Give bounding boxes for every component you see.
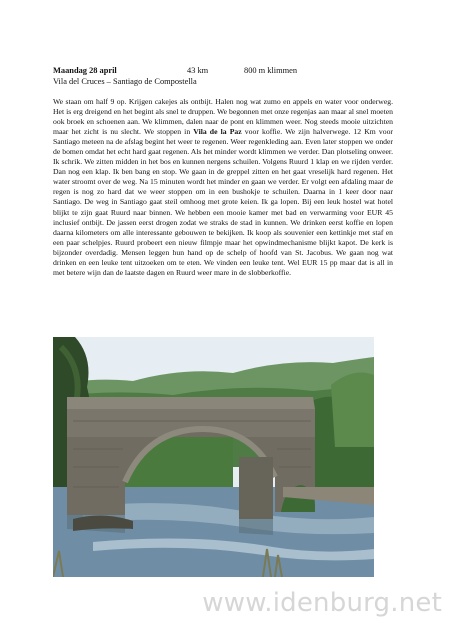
entry-body (53, 97, 393, 278)
body-part-2: voor koffie. We zijn halverwege. 12 Km voor Santiago meteen na de afslag begint het weer te regenen. Weer regenkleding aan. Even later stoppen we onder de bomen omdat het echt hard gaat regenen. Als het minder wordt klimmen we verder. Dan plotseling onweer. Ik schrik. We zitten midden in het bos en kunnen nergens schuilen. Volgens Ruurd 1 klap en we rijden verder. Dan nog een klap. Ik ben bang en stop. We gaan in de greppel zitten en het gaat vreselijk hard regenen. Het water stroomt over de weg. Na 15 minuten wordt het minder en gaan we verder. Er volgt een afdaling maar de regen is nog zo hard dat we weer stoppen om in een bushokje te schuilen. Daarna in 1 keer door naar Santiago. De weg in Santiago gaat steil omhoog met grote keien. Ik ga lopen. Bij een leuk hostel wat hotel blijkt te zijn gaat Ruurd naar binnen. We hebben een mooie kamer met bad en verwarming voor EUR 45 inclusief ontbijt. De jassen eerst drogen zodat we straks de stad in kunnen. We drinken eerst koffie en lopen daarna kilometers om alle interessante gebouwen te bekijken. Ik koop als souvenier een kettinkje met staf en een paar schelpjes. Ruurd probeert een nieuw filmpje maar het opwindmechanisme blijkt kapot. De kerk is bijzonder overdadig. Mensen leggen hun hand op de schelp of hoofd van St. Jacobus. We gaan nog wat drinken en een leuke tent uitzoeken om te eten. We vinden een leuke tent. Wel EUR 15 pp maar dat is all in met betere wijn dan de laatste dagen en Ruurd weer mare in de slobberkoffie. (53, 127, 393, 277)
entry-climb: 800 m klimmen (244, 66, 298, 75)
body-part-1: We staan om half 9 op. Krijgen cakejes als ontbijt. Halen nog wat zumo en appels en water voor onderweg. Het is erg dreigend en het begint als snel te druppen. We begonnen met onze regenjas aan maar al snel moeten ook broek en schoenen aan. We klimmen, dalen naar de pont en klimmen weer. Nog steeds mooie uitzichten maar het zicht is nu slecht. We stoppen in (53, 97, 393, 137)
entry-header-row (53, 65, 403, 76)
bridge-photo (53, 337, 374, 577)
photo-right-foliage (331, 373, 374, 447)
site-watermark: www.idenburg.net (202, 588, 442, 618)
body-place-name: Vila de la Paz (193, 127, 242, 137)
photo-bridge-pier (239, 457, 273, 519)
entry-date: Maandag 28 april (53, 66, 117, 75)
entry-route: Vila del Cruces – Santiago de Compostella (53, 77, 197, 86)
entry-distance: 43 km (187, 66, 209, 75)
photo-bridge-parapet (67, 397, 315, 409)
entry-header (53, 65, 403, 87)
